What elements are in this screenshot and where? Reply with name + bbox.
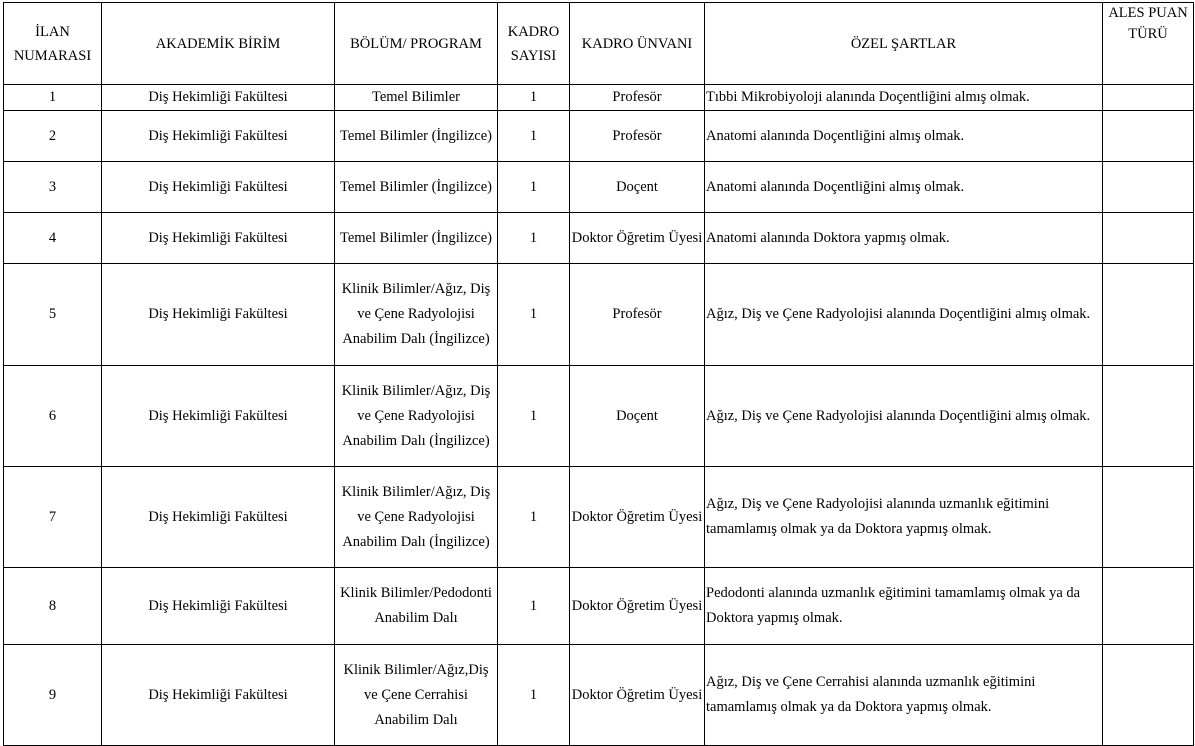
- cell-sartlar: Pedodonti alanında uzmanlık eğitimini tamamlamış olmak ya da Doktora yapmış olmak.: [705, 568, 1103, 645]
- cell-kadro-sayisi: 1: [498, 467, 570, 568]
- cell-bolum: Klinik Bilimler/Ağız, Diş ve Çene Radyolojisi Anabilim Dalı (İngilizce): [335, 467, 498, 568]
- table-row: [4, 467, 1194, 568]
- cell-ales: [1103, 85, 1194, 111]
- cell-ales: [1103, 467, 1194, 568]
- table-row: [4, 111, 1194, 162]
- cell-sartlar: Ağız, Diş ve Çene Radyolojisi alanında uzmanlık eğitimini tamamlamış olmak ya da Doktora yapmış olmak.: [705, 467, 1103, 568]
- cell-birim: Diş Hekimliği Fakültesi: [102, 111, 335, 162]
- cell-birim: Diş Hekimliği Fakültesi: [102, 366, 335, 467]
- header-bolum-program: BÖLÜM/ PROGRAM: [335, 3, 498, 85]
- cell-sartlar: Anatomi alanında Doktora yapmış olmak.: [705, 213, 1103, 264]
- cell-ales: [1103, 111, 1194, 162]
- cell-ales: [1103, 213, 1194, 264]
- cell-ales: [1103, 645, 1194, 746]
- header-ozel-sartlar: ÖZEL ŞARTLAR: [705, 3, 1103, 85]
- cell-birim: Diş Hekimliği Fakültesi: [102, 568, 335, 645]
- header-ales-puan-turu: ALES PUAN TÜRÜ: [1103, 3, 1194, 85]
- table-row: [4, 366, 1194, 467]
- cell-bolum: Temel Bilimler (İngilizce): [335, 213, 498, 264]
- cell-ilan-no: 5: [4, 264, 102, 366]
- cell-kadro-sayisi: 1: [498, 366, 570, 467]
- cell-kadro-sayisi: 1: [498, 568, 570, 645]
- cell-ilan-no: 7: [4, 467, 102, 568]
- cell-birim: Diş Hekimliği Fakültesi: [102, 213, 335, 264]
- cell-unvan: Profesör: [570, 85, 705, 111]
- cell-ilan-no: 1: [4, 85, 102, 111]
- cell-bolum: Temel Bilimler (İngilizce): [335, 111, 498, 162]
- cell-unvan: Doçent: [570, 366, 705, 467]
- cell-kadro-sayisi: 1: [498, 111, 570, 162]
- cell-ilan-no: 9: [4, 645, 102, 746]
- cell-unvan: Doktor Öğretim Üyesi: [570, 645, 705, 746]
- cell-bolum: Klinik Bilimler/Ağız,Diş ve Çene Cerrahisi Anabilim Dalı: [335, 645, 498, 746]
- cell-bolum: Temel Bilimler: [335, 85, 498, 111]
- cell-birim: Diş Hekimliği Fakültesi: [102, 264, 335, 366]
- cell-ilan-no: 6: [4, 366, 102, 467]
- cell-birim: Diş Hekimliği Fakültesi: [102, 85, 335, 111]
- cell-unvan: Doktor Öğretim Üyesi: [570, 568, 705, 645]
- cell-kadro-sayisi: 1: [498, 213, 570, 264]
- cell-sartlar: Anatomi alanında Doçentliğini almış olmak.: [705, 111, 1103, 162]
- cell-unvan: Profesör: [570, 264, 705, 366]
- cell-unvan: Profesör: [570, 111, 705, 162]
- cell-ales: [1103, 162, 1194, 213]
- cell-ilan-no: 3: [4, 162, 102, 213]
- cell-bolum: Klinik Bilimler/Pedodonti Anabilim Dalı: [335, 568, 498, 645]
- announcement-table: [3, 2, 1194, 746]
- header-row: [4, 3, 1194, 85]
- cell-ilan-no: 8: [4, 568, 102, 645]
- cell-ales: [1103, 264, 1194, 366]
- cell-sartlar: Ağız, Diş ve Çene Radyolojisi alanında Doçentliğini almış olmak.: [705, 264, 1103, 366]
- cell-ilan-no: 2: [4, 111, 102, 162]
- cell-unvan: Doktor Öğretim Üyesi: [570, 467, 705, 568]
- cell-sartlar: Ağız, Diş ve Çene Radyolojisi alanında Doçentliğini almış olmak.: [705, 366, 1103, 467]
- cell-kadro-sayisi: 1: [498, 85, 570, 111]
- table-row: [4, 162, 1194, 213]
- cell-birim: Diş Hekimliği Fakültesi: [102, 645, 335, 746]
- cell-kadro-sayisi: 1: [498, 645, 570, 746]
- cell-ilan-no: 4: [4, 213, 102, 264]
- table-row: [4, 264, 1194, 366]
- header-ilan-numarasi: İLAN NUMARASI: [4, 3, 102, 85]
- cell-sartlar: Tıbbi Mikrobiyoloji alanında Doçentliğini almış olmak.: [705, 85, 1103, 111]
- cell-sartlar: Anatomi alanında Doçentliğini almış olmak.: [705, 162, 1103, 213]
- cell-ales: [1103, 366, 1194, 467]
- cell-sartlar: Ağız, Diş ve Çene Cerrahisi alanında uzmanlık eğitimini tamamlamış olmak ya da Doktora yapmış olmak.: [705, 645, 1103, 746]
- cell-bolum: Temel Bilimler (İngilizce): [335, 162, 498, 213]
- table-row: [4, 645, 1194, 746]
- cell-bolum: Klinik Bilimler/Ağız, Diş ve Çene Radyolojisi Anabilim Dalı (İngilizce): [335, 264, 498, 366]
- cell-unvan: Doçent: [570, 162, 705, 213]
- header-akademik-birim: AKADEMİK BİRİM: [102, 3, 335, 85]
- table-row: [4, 85, 1194, 111]
- cell-kadro-sayisi: 1: [498, 162, 570, 213]
- header-kadro-sayisi: KADRO SAYISI: [498, 3, 570, 85]
- table-row: [4, 213, 1194, 264]
- table-row: [4, 568, 1194, 645]
- cell-kadro-sayisi: 1: [498, 264, 570, 366]
- cell-unvan: Doktor Öğretim Üyesi: [570, 213, 705, 264]
- header-kadro-unvani: KADRO ÜNVANI: [570, 3, 705, 85]
- cell-bolum: Klinik Bilimler/Ağız, Diş ve Çene Radyolojisi Anabilim Dalı (İngilizce): [335, 366, 498, 467]
- cell-birim: Diş Hekimliği Fakültesi: [102, 162, 335, 213]
- cell-birim: Diş Hekimliği Fakültesi: [102, 467, 335, 568]
- cell-ales: [1103, 568, 1194, 645]
